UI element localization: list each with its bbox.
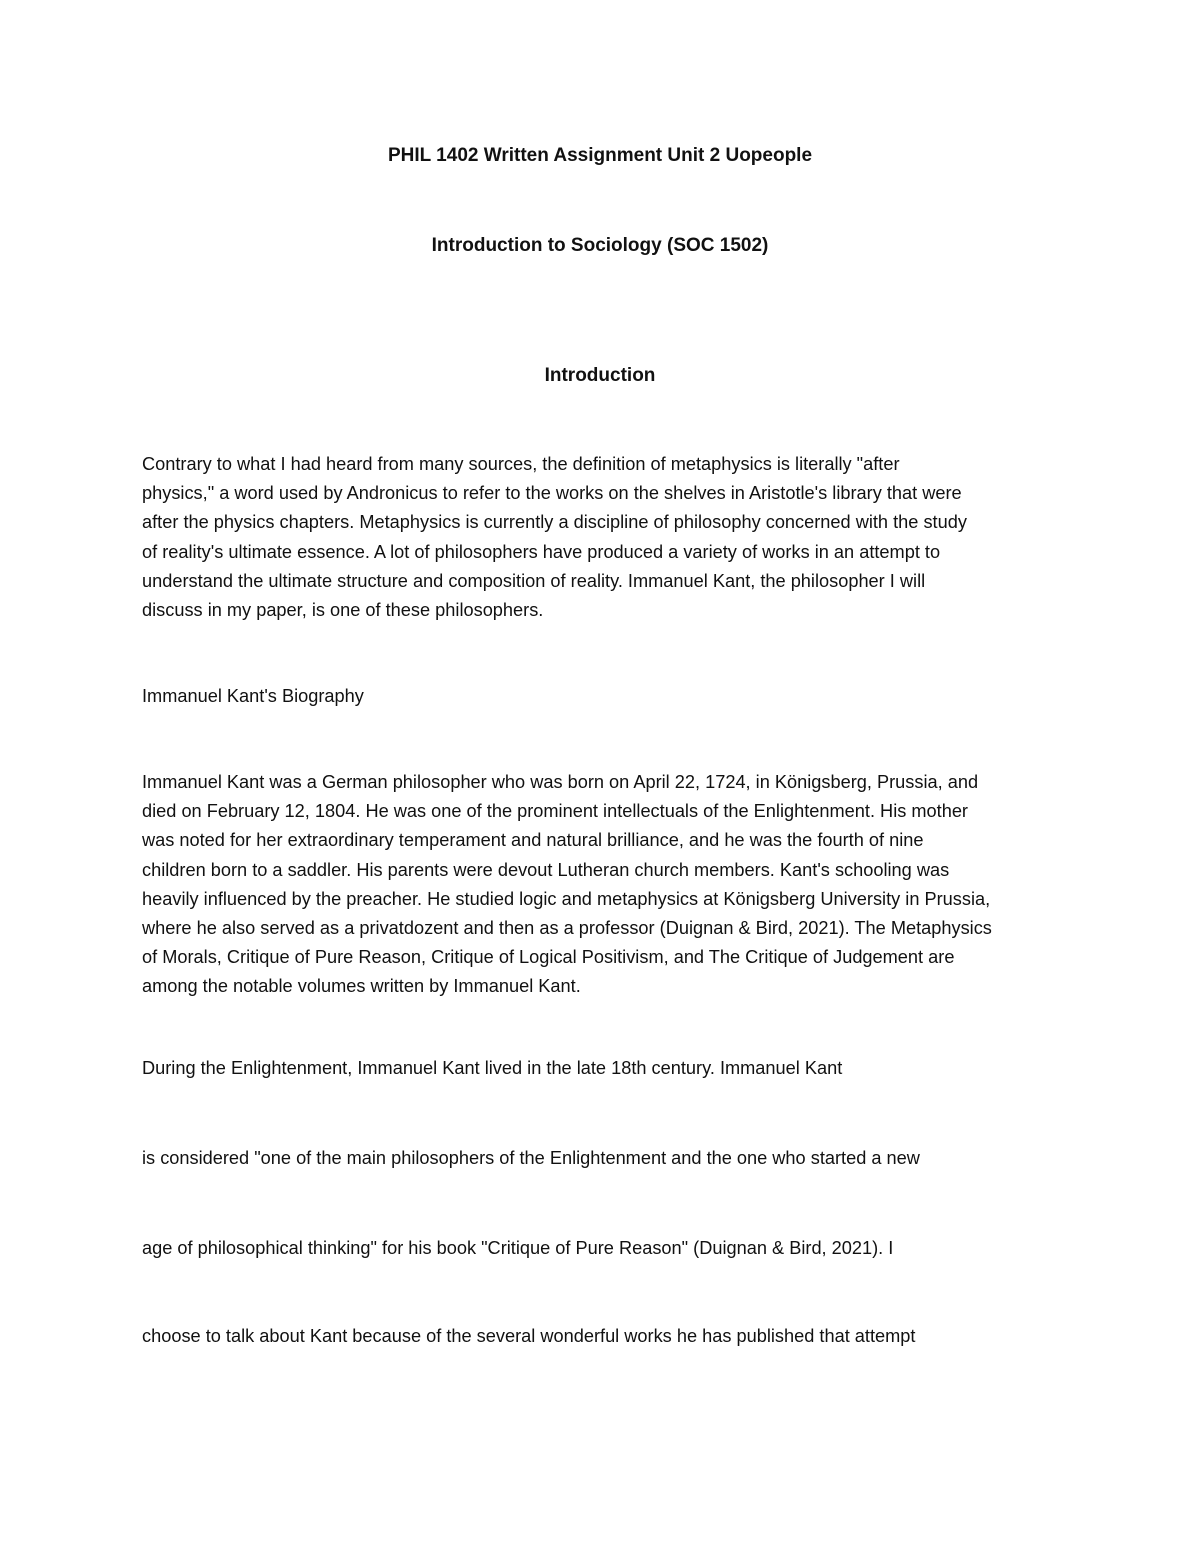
paragraph-line: died on February 12, 1804. He was one of the prominent intellectuals of the Enlightenment. His mother (142, 801, 968, 822)
enlightenment-line: During the Enlightenment, Immanuel Kant lived in the late 18th century. Immanuel Kant (142, 1058, 843, 1078)
paragraph-line: was noted for her extraordinary temperament and natural brilliance, and he was the fourth of nine (142, 830, 924, 851)
biography-heading: Immanuel Kant's Biography (142, 686, 364, 706)
paragraph-line: children born to a saddler. His parents were devout Lutheran church members. Kant's schooling was (142, 859, 950, 880)
section-heading-introduction: Introduction (544, 365, 656, 386)
paragraph-line: understand the ultimate structure and composition of reality. Immanuel Kant, the philosopher I will (142, 570, 926, 591)
paragraph-line: of reality's ultimate essence. A lot of philosophers have produced a variety of works in an attempt to (142, 541, 941, 562)
enlightenment-line: is considered "one of the main philosophers of the Enlightenment and the one who started a new (142, 1148, 920, 1168)
paragraph-line: after the physics chapters. Metaphysics is currently a discipline of philosophy concerned with the study (142, 512, 967, 533)
paragraph-line: of Morals, Critique of Pure Reason, Critique of Logical Positivism, and The Critique of Judgement are (142, 947, 955, 968)
document-title: PHIL 1402 Written Assignment Unit 2 Uopeople (387, 145, 813, 166)
paragraph-line: Immanuel Kant was a German philosopher who was born on April 22, 1724, in Königsberg, Prussia, and (142, 772, 979, 792)
paragraph-line: discuss in my paper, is one of these philosophers. (142, 600, 544, 621)
paragraph-line: where he also served as a privatdozent and then as a professor (Duignan & Bird, 2021). The Metaphysics (142, 918, 992, 939)
introduction-paragraph (142, 450, 1082, 625)
course-title: Introduction to Sociology (SOC 1502) (431, 235, 769, 256)
paragraph-line: heavily influenced by the preacher. He studied logic and metaphysics at Königsberg University in Prussia, (142, 888, 991, 909)
paragraph-line: Contrary to what I had heard from many sources, the definition of metaphysics is literally "after (142, 454, 900, 474)
enlightenment-line: age of philosophical thinking" for his book "Critique of Pure Reason" (Duignan & Bird, 2021). I (142, 1238, 894, 1258)
biography-paragraph (142, 768, 1082, 1002)
enlightenment-line: choose to talk about Kant because of the several wonderful works he has published that attempt (142, 1326, 916, 1346)
paragraph-line: physics," a word used by Andronicus to refer to the works on the shelves in Aristotle's library that were (142, 483, 962, 504)
paragraph-line: among the notable volumes written by Immanuel Kant. (142, 976, 581, 997)
